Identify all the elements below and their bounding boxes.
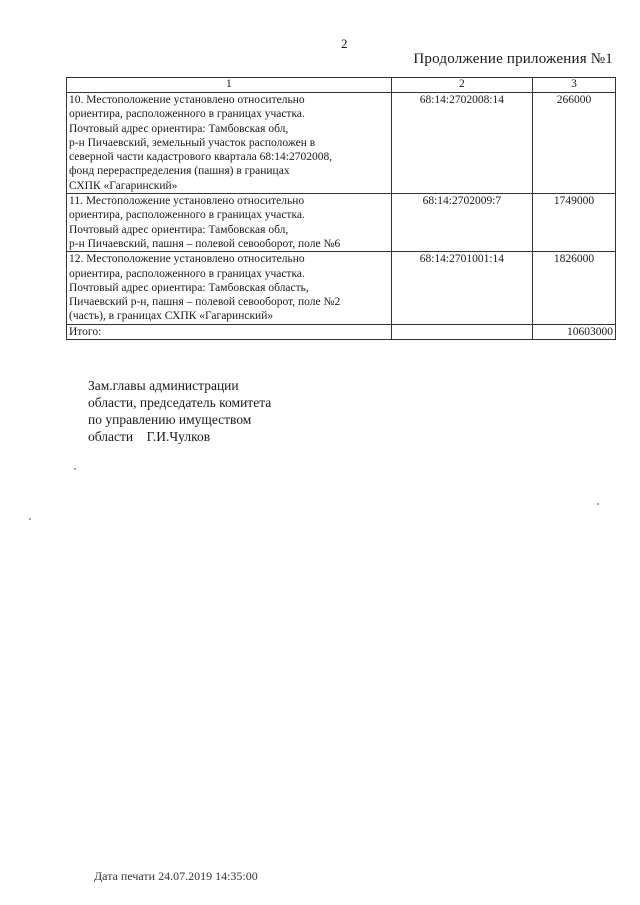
plot-description: 10. Местоположение установлено относительно ориентира, расположенного в границах участка. Почтовый адрес ориентира: Тамбовская обл, р-н Пичаевский, земельный участок расположен в северной части кадастрового квартала 68:14:2702008, фонд перераспределения (пашня) в границах СХПК «Гагаринский» bbox=[67, 93, 392, 194]
table-total-row bbox=[67, 324, 616, 339]
signature-line: области Г.И.Чулков bbox=[88, 429, 211, 444]
signature-line: области, председатель комитета bbox=[88, 395, 272, 410]
signature-line: по управлению имуществом bbox=[88, 412, 252, 427]
plot-description: 11. Местоположение установлено относительно ориентира, расположенного в границах участка. Почтовый адрес ориентира: Тамбовская обл, р-н Пичаевский, пашня – полевой севооборот, поле №6 bbox=[67, 194, 392, 252]
table-row bbox=[67, 194, 616, 252]
total-empty-cell bbox=[391, 324, 532, 339]
scan-speck bbox=[597, 503, 599, 505]
total-value: 10603000 bbox=[533, 324, 616, 339]
signature-block bbox=[88, 377, 271, 445]
scan-speck bbox=[29, 518, 31, 520]
table-row bbox=[67, 93, 616, 194]
plot-area: 1749000 bbox=[533, 194, 616, 252]
table-row bbox=[67, 252, 616, 324]
plot-area: 266000 bbox=[533, 93, 616, 194]
appendix-continuation-title: Продолжение приложения №1 bbox=[413, 51, 613, 67]
cadastral-number: 68:14:2702009:7 bbox=[391, 194, 532, 252]
plot-area: 1826000 bbox=[533, 252, 616, 324]
column-header-3: 3 bbox=[533, 78, 616, 93]
plot-description: 12. Местоположение установлено относительно ориентира, расположенного в границах участка. Почтовый адрес ориентира: Тамбовская область, Пичаевский р-н, пашня – полевой севооборот, поле №2 (часть), в границах СХПК «Гагаринский» bbox=[67, 252, 392, 324]
page-number: 2 bbox=[341, 36, 348, 51]
column-header-1: 1 bbox=[67, 78, 392, 93]
total-label: Итого: bbox=[67, 324, 392, 339]
print-date: Дата печати 24.07.2019 14:35:00 bbox=[94, 869, 258, 883]
column-header-2: 2 bbox=[391, 78, 532, 93]
land-plots-table bbox=[66, 77, 616, 340]
cadastral-number: 68:14:2701001:14 bbox=[391, 252, 532, 324]
signature-line: Зам.главы администрации bbox=[88, 378, 239, 393]
scan-speck bbox=[74, 468, 76, 470]
table-header-row bbox=[67, 78, 616, 93]
cadastral-number: 68:14:2702008:14 bbox=[391, 93, 532, 194]
